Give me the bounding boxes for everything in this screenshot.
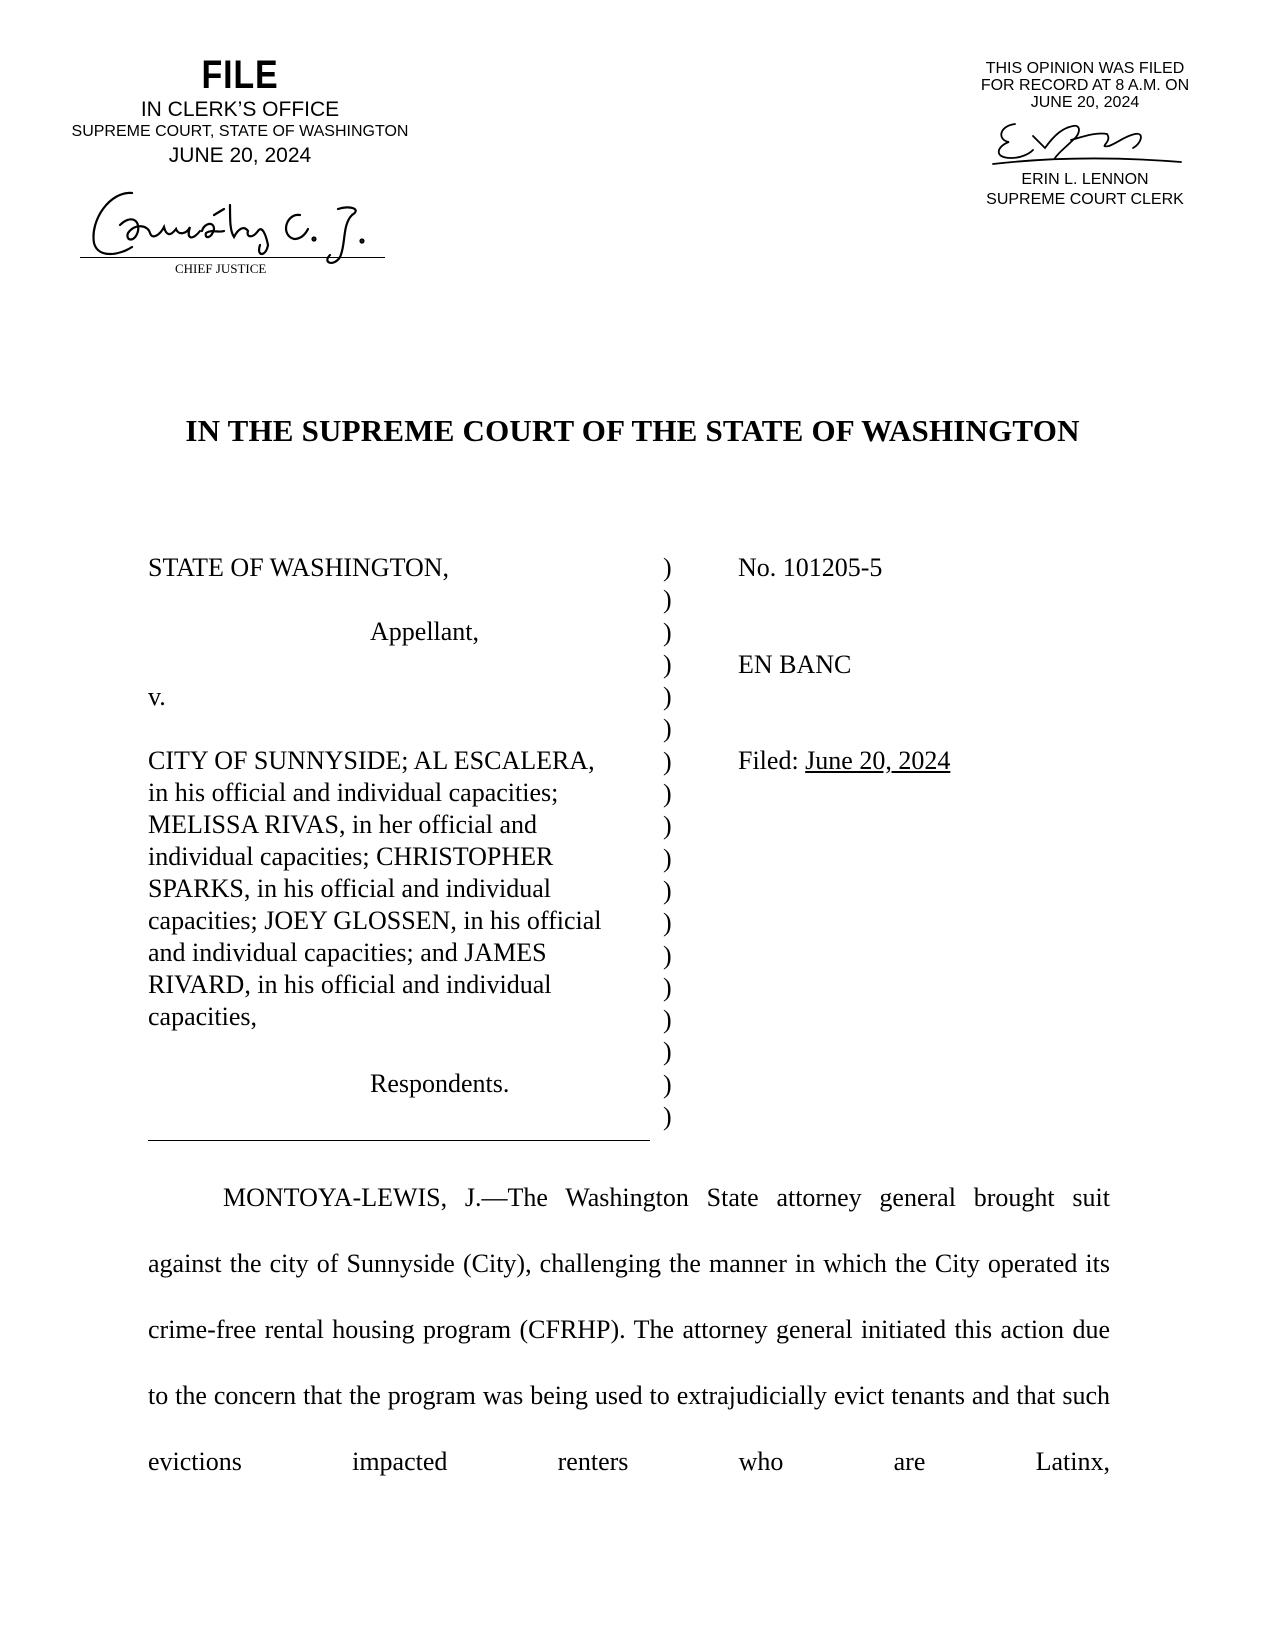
defendant-line: individual capacities; CHRISTOPHER xyxy=(148,842,554,871)
defendant-line: capacities, xyxy=(148,1002,257,1031)
clerk-signature xyxy=(985,118,1185,170)
file-stamp-court: SUPREME COURT, STATE OF WASHINGTON xyxy=(71,123,409,140)
defendants-list xyxy=(148,745,601,1033)
versus: v. xyxy=(148,682,166,711)
filed-date: June 20, 2024 xyxy=(805,746,951,775)
defendant-line: SPARKS, in his official and individual xyxy=(148,874,552,903)
defendant-line: CITY OF SUNNYSIDE; AL ESCALERA, xyxy=(148,746,595,775)
file-stamp-title: FILE xyxy=(201,53,279,97)
defendant-line: capacities; JOEY GLOSSEN, in his official xyxy=(148,906,602,935)
caption-rule xyxy=(148,1140,650,1141)
clerk-title: SUPREME COURT CLERK xyxy=(986,191,1184,208)
filed-label: Filed: xyxy=(738,746,799,775)
caption-parentheses: ) ) ) ) ) ) ) ) ) ) ) ) ) ) ) ) ) ) xyxy=(663,553,672,1132)
panel: EN BANC xyxy=(738,650,852,679)
defendant-line: and individual capacities; and JAMES xyxy=(148,938,547,967)
filing-notice xyxy=(955,60,1215,111)
case-number: No. 101205-5 xyxy=(738,553,883,582)
signature-line xyxy=(80,257,385,258)
file-stamp-date: JUNE 20, 2024 xyxy=(168,144,312,167)
chief-justice-title: CHIEF JUSTICE xyxy=(175,261,267,276)
defendant-role: Respondents. xyxy=(370,1069,510,1098)
filing-notice-date: JUNE 20, 2024 xyxy=(1030,94,1140,111)
opinion-body xyxy=(148,1165,1110,1495)
clerk-block xyxy=(955,170,1215,210)
defendant-line: MELISSA RIVAS, in her official and xyxy=(148,810,538,839)
defendant-line: in his official and individual capacities; xyxy=(148,778,559,807)
filing-notice-line2: FOR RECORD AT 8 A.M. ON xyxy=(980,77,1190,94)
filing-notice-line1: THIS OPINION WAS FILED xyxy=(985,60,1185,77)
filed-line xyxy=(738,745,950,777)
clerk-name: ERIN L. LENNON xyxy=(1021,171,1149,188)
defendant-line: RIVARD, in his official and individual xyxy=(148,970,552,999)
plaintiff: STATE OF WASHINGTON, xyxy=(148,553,450,582)
file-stamp-office: IN CLERK’S OFFICE xyxy=(140,98,340,121)
plaintiff-role: Appellant, xyxy=(370,617,480,646)
file-stamp xyxy=(40,52,440,170)
opinion-paragraph: MONTOYA-LEWIS, J.—The Washington State attorney general brought suit against the city of Sunnyside (City), challenging the manner in which the City operated its crime-free rental housing program (CFRHP). The attorney general initiated this action due to the concern that the program was being used to extrajudicially evict tenants and that such evictions impacted renters who are Latinx, xyxy=(148,1183,1110,1476)
court-title: IN THE SUPREME COURT OF THE STATE OF WASHINGTON xyxy=(185,413,1080,448)
